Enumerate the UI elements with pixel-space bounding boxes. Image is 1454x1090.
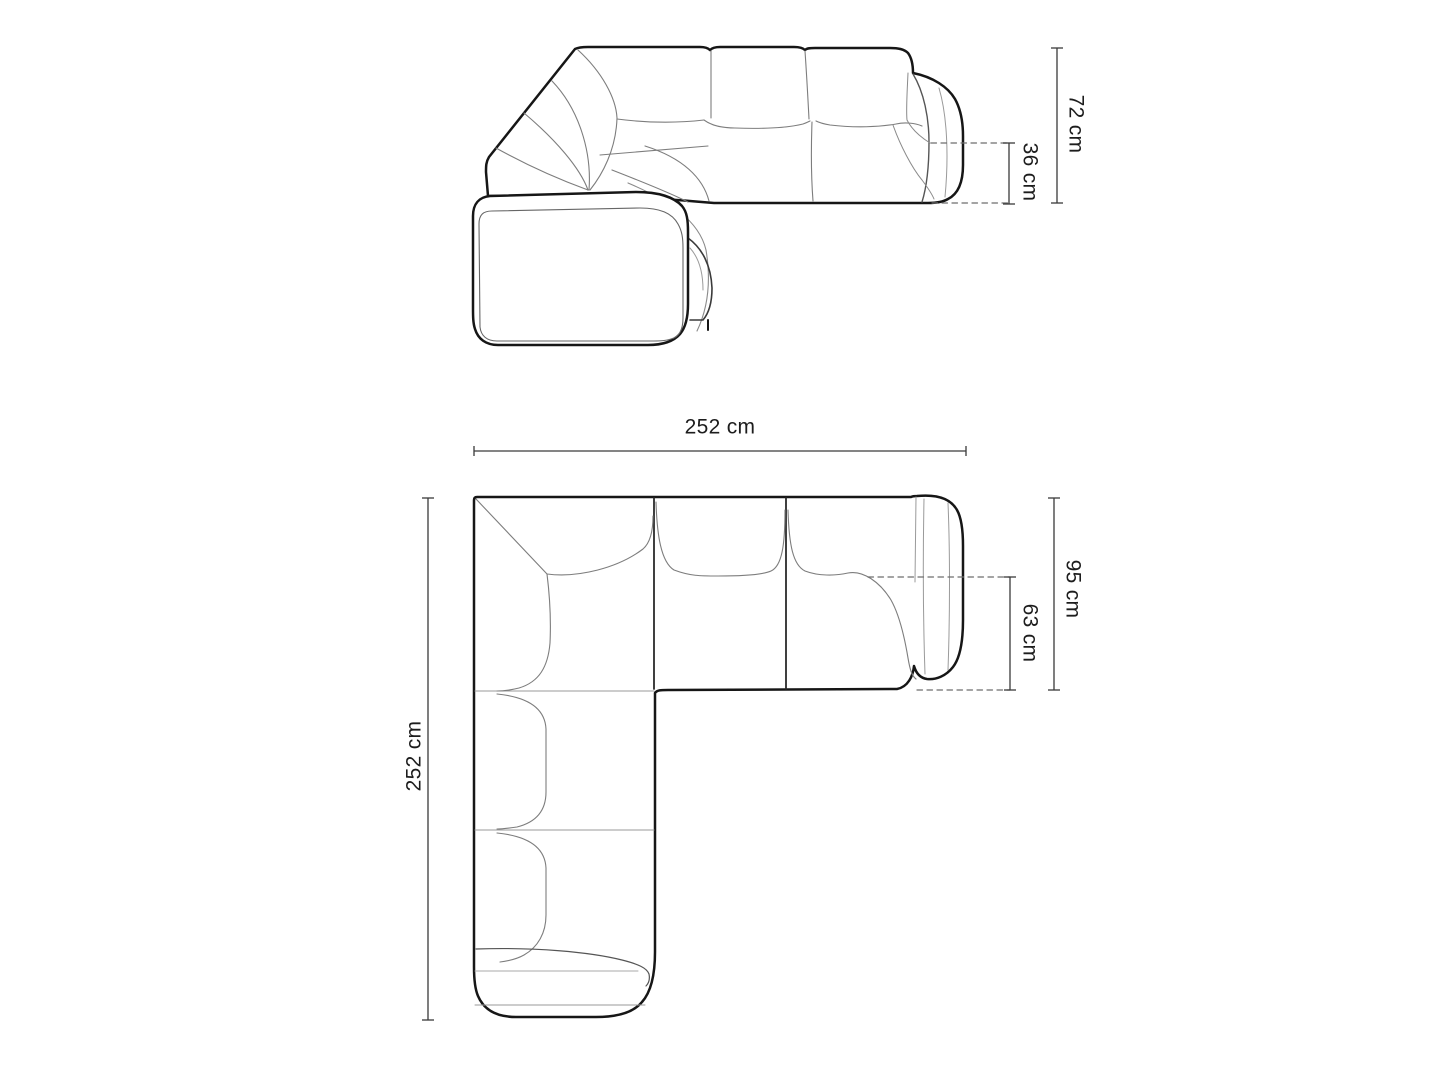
plan-total-width-label: 252 cm (684, 415, 756, 439)
side-view-drawing (473, 47, 1009, 345)
dim-line-seat-depth (1004, 577, 1016, 690)
plan-chaise-depth-label: 95 cm (1061, 559, 1085, 619)
plan-view-drawing (474, 496, 1010, 1017)
dim-line-total-height (1051, 48, 1063, 203)
dim-line-total-width (474, 446, 966, 456)
side-seat-height-label: 36 cm (1018, 142, 1042, 202)
dim-line-seat-height (1003, 143, 1015, 204)
side-total-height-label: 72 cm (1064, 94, 1088, 154)
dim-line-chaise-depth (1048, 498, 1060, 690)
side-front-module-outline (473, 192, 688, 345)
plan-seat-depth-label: 63 cm (1018, 603, 1042, 663)
plan-total-depth-label: 252 cm (402, 720, 426, 792)
